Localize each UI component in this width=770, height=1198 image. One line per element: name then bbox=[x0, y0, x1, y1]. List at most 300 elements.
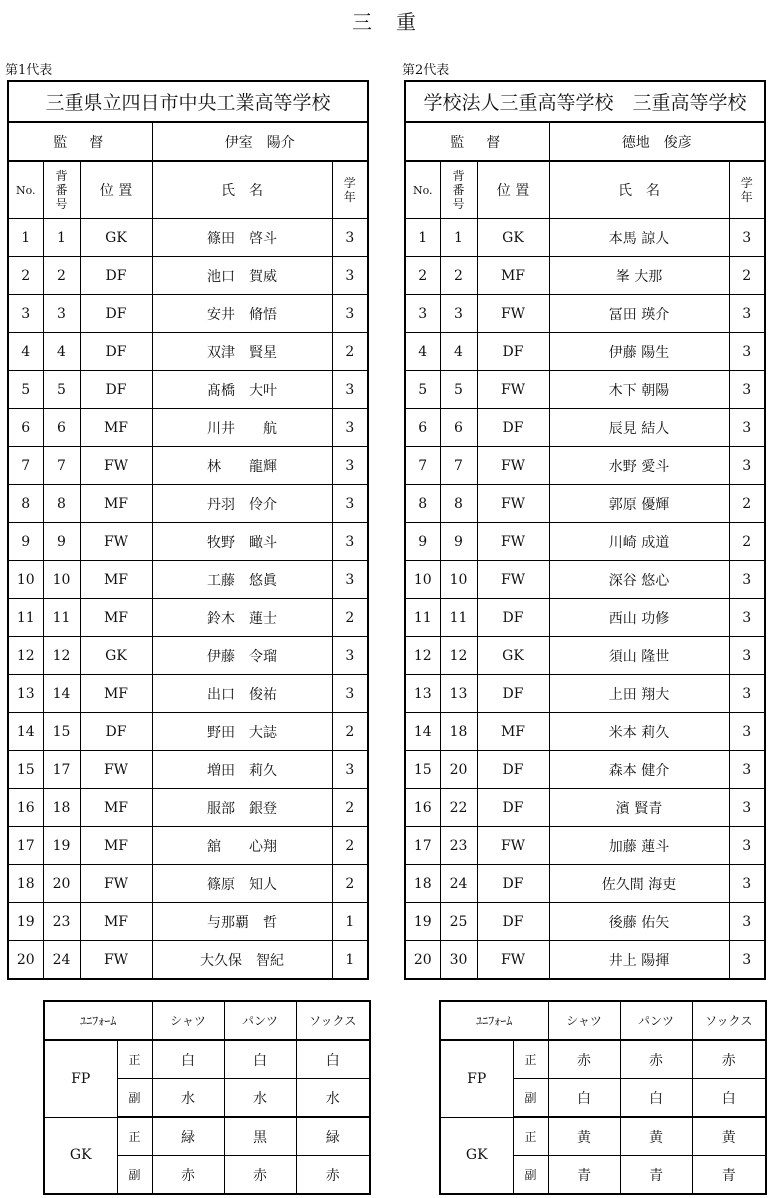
coach-name: 伊室 陽介 bbox=[152, 122, 368, 161]
uniform-role: FP bbox=[44, 1040, 117, 1117]
table-row bbox=[405, 257, 765, 295]
player-no: 16 bbox=[405, 789, 440, 827]
player-name: 西山 功修 bbox=[549, 599, 729, 637]
player-shirt-number: 5 bbox=[43, 371, 80, 409]
header-name: 氏 名 bbox=[152, 161, 332, 219]
uniform-kind: 副 bbox=[513, 1079, 548, 1118]
school-row bbox=[8, 81, 368, 122]
player-shirt-number: 1 bbox=[43, 219, 80, 257]
player-position: MF bbox=[80, 789, 152, 827]
player-no: 4 bbox=[405, 333, 440, 371]
player-position: FW bbox=[477, 295, 549, 333]
school-row bbox=[405, 81, 765, 122]
roster-table bbox=[404, 80, 766, 980]
player-shirt-number: 7 bbox=[43, 447, 80, 485]
player-position: DF bbox=[477, 865, 549, 903]
player-position: MF bbox=[477, 257, 549, 295]
coach-name: 德地 俊彦 bbox=[549, 122, 765, 161]
table-row bbox=[8, 295, 368, 333]
player-shirt-number: 14 bbox=[43, 675, 80, 713]
player-name: 加藤 蓮斗 bbox=[549, 827, 729, 865]
header-position: 位 置 bbox=[80, 161, 152, 219]
player-position: GK bbox=[80, 219, 152, 257]
player-no: 9 bbox=[8, 523, 43, 561]
table-row bbox=[8, 637, 368, 675]
table-row bbox=[8, 371, 368, 409]
player-grade: 3 bbox=[729, 713, 765, 751]
player-name: 野田 大誌 bbox=[152, 713, 332, 751]
table-row bbox=[405, 333, 765, 371]
player-name: 森本 健介 bbox=[549, 751, 729, 789]
player-position: MF bbox=[80, 903, 152, 941]
player-grade: 3 bbox=[729, 903, 765, 941]
player-position: FW bbox=[477, 447, 549, 485]
header-row bbox=[405, 161, 765, 219]
uniform-header-row bbox=[44, 1001, 370, 1040]
rep1-block bbox=[7, 62, 369, 980]
table-row bbox=[8, 409, 368, 447]
player-grade: 3 bbox=[332, 295, 368, 333]
player-shirt-number: 8 bbox=[43, 485, 80, 523]
table-row bbox=[405, 865, 765, 903]
player-name: 増田 莉久 bbox=[152, 751, 332, 789]
header-no: No. bbox=[405, 161, 440, 219]
player-grade: 3 bbox=[729, 751, 765, 789]
player-grade: 3 bbox=[332, 409, 368, 447]
header-name: 氏 名 bbox=[549, 161, 729, 219]
player-no: 1 bbox=[8, 219, 43, 257]
player-grade: 3 bbox=[332, 675, 368, 713]
player-grade: 3 bbox=[729, 827, 765, 865]
uniform-shirt-color: 緑 bbox=[152, 1117, 224, 1156]
player-position: FW bbox=[477, 371, 549, 409]
player-name: 与那覇 哲 bbox=[152, 903, 332, 941]
player-no: 11 bbox=[8, 599, 43, 637]
player-position: MF bbox=[80, 485, 152, 523]
player-shirt-number: 19 bbox=[43, 827, 80, 865]
uniform-pants-color: 赤 bbox=[620, 1040, 692, 1079]
table-row bbox=[405, 903, 765, 941]
player-shirt-number: 20 bbox=[440, 751, 477, 789]
player-shirt-number: 25 bbox=[440, 903, 477, 941]
table-row bbox=[8, 713, 368, 751]
uniform-body bbox=[44, 1001, 370, 1194]
table-row bbox=[8, 447, 368, 485]
uniform-shirt-color: 白 bbox=[152, 1040, 224, 1079]
player-name: 上田 翔大 bbox=[549, 675, 729, 713]
uniform-kind: 副 bbox=[117, 1156, 152, 1195]
player-name: 大久保 智紀 bbox=[152, 941, 332, 980]
table-row bbox=[8, 333, 368, 371]
table-row bbox=[8, 751, 368, 789]
player-shirt-number: 4 bbox=[440, 333, 477, 371]
player-grade: 1 bbox=[332, 903, 368, 941]
table-row bbox=[405, 675, 765, 713]
player-grade: 2 bbox=[729, 257, 765, 295]
uniform-socks-color: 赤 bbox=[692, 1040, 766, 1079]
player-name: 鈴木 蓮士 bbox=[152, 599, 332, 637]
player-shirt-number: 17 bbox=[43, 751, 80, 789]
uniform-socks-color: 緑 bbox=[296, 1117, 370, 1156]
uniform-shirt-color: 青 bbox=[548, 1156, 620, 1195]
table-row bbox=[405, 485, 765, 523]
uniform-socks-color: 黄 bbox=[692, 1117, 766, 1156]
table-row bbox=[405, 561, 765, 599]
player-position: FW bbox=[477, 523, 549, 561]
player-position: GK bbox=[477, 219, 549, 257]
player-shirt-number: 10 bbox=[440, 561, 477, 599]
player-no: 16 bbox=[8, 789, 43, 827]
uniform-row bbox=[44, 1040, 370, 1079]
uniform-table bbox=[439, 1000, 767, 1195]
player-name: 丹羽 伶介 bbox=[152, 485, 332, 523]
uniform-header-socks: ソックス bbox=[296, 1001, 370, 1040]
table-row bbox=[405, 447, 765, 485]
player-shirt-number: 5 bbox=[440, 371, 477, 409]
player-shirt-number: 24 bbox=[43, 941, 80, 980]
player-no: 1 bbox=[405, 219, 440, 257]
coach-row bbox=[8, 122, 368, 161]
player-position: FW bbox=[477, 827, 549, 865]
uniform-role: GK bbox=[440, 1117, 513, 1194]
player-position: DF bbox=[477, 903, 549, 941]
player-no: 12 bbox=[405, 637, 440, 675]
player-shirt-number: 18 bbox=[440, 713, 477, 751]
uniform-pants-color: 白 bbox=[224, 1040, 296, 1079]
player-shirt-number: 23 bbox=[440, 827, 477, 865]
table-row bbox=[8, 523, 368, 561]
uniform-table bbox=[43, 1000, 371, 1195]
table-row bbox=[405, 219, 765, 257]
uniform-pants-color: 白 bbox=[620, 1079, 692, 1118]
uniform-kind: 正 bbox=[513, 1117, 548, 1156]
player-grade: 3 bbox=[729, 219, 765, 257]
player-no: 18 bbox=[8, 865, 43, 903]
table-row bbox=[405, 789, 765, 827]
uniform-pants-color: 青 bbox=[620, 1156, 692, 1195]
table-row bbox=[8, 903, 368, 941]
player-name: 佐久間 海吏 bbox=[549, 865, 729, 903]
header-row bbox=[8, 161, 368, 219]
player-shirt-number: 10 bbox=[43, 561, 80, 599]
player-no: 20 bbox=[405, 941, 440, 980]
player-shirt-number: 6 bbox=[43, 409, 80, 447]
uniform-kind: 副 bbox=[117, 1079, 152, 1118]
table-row bbox=[405, 827, 765, 865]
player-grade: 3 bbox=[729, 295, 765, 333]
player-grade: 3 bbox=[332, 219, 368, 257]
player-position: FW bbox=[477, 941, 549, 980]
player-position: DF bbox=[80, 333, 152, 371]
player-position: MF bbox=[80, 827, 152, 865]
uniform-socks-color: 白 bbox=[296, 1040, 370, 1079]
player-grade: 3 bbox=[729, 637, 765, 675]
player-shirt-number: 24 bbox=[440, 865, 477, 903]
uniform-kind: 正 bbox=[117, 1117, 152, 1156]
player-name: 川崎 成道 bbox=[549, 523, 729, 561]
table-row bbox=[405, 409, 765, 447]
player-name: 服部 銀登 bbox=[152, 789, 332, 827]
school-name: 学校法人三重高等学校 三重高等学校 bbox=[405, 81, 765, 122]
uniform-socks-color: 赤 bbox=[296, 1156, 370, 1195]
uniform-row bbox=[440, 1117, 766, 1156]
table-row bbox=[8, 675, 368, 713]
player-shirt-number: 9 bbox=[43, 523, 80, 561]
player-no: 13 bbox=[8, 675, 43, 713]
player-position: DF bbox=[80, 371, 152, 409]
table-row bbox=[405, 751, 765, 789]
player-position: DF bbox=[80, 295, 152, 333]
player-no: 17 bbox=[405, 827, 440, 865]
player-grade: 2 bbox=[332, 599, 368, 637]
player-no: 19 bbox=[405, 903, 440, 941]
player-shirt-number: 2 bbox=[440, 257, 477, 295]
player-position: MF bbox=[80, 675, 152, 713]
uniform-body bbox=[440, 1001, 766, 1194]
table-row bbox=[405, 599, 765, 637]
uniform-row bbox=[44, 1117, 370, 1156]
player-name: 林 龍輝 bbox=[152, 447, 332, 485]
player-shirt-number: 1 bbox=[440, 219, 477, 257]
player-no: 3 bbox=[8, 295, 43, 333]
player-no: 19 bbox=[8, 903, 43, 941]
coach-row bbox=[405, 122, 765, 161]
player-name: 川井 航 bbox=[152, 409, 332, 447]
player-grade: 3 bbox=[332, 637, 368, 675]
player-name: 峯 大那 bbox=[549, 257, 729, 295]
player-name: 濱 賢青 bbox=[549, 789, 729, 827]
player-position: FW bbox=[80, 751, 152, 789]
player-name: 深谷 悠心 bbox=[549, 561, 729, 599]
player-grade: 3 bbox=[332, 751, 368, 789]
player-grade: 2 bbox=[729, 485, 765, 523]
page-title: 三 重 bbox=[352, 10, 418, 34]
player-grade: 3 bbox=[729, 675, 765, 713]
uniform-header-pants: パンツ bbox=[620, 1001, 692, 1040]
player-position: DF bbox=[477, 675, 549, 713]
player-shirt-number: 20 bbox=[43, 865, 80, 903]
player-shirt-number: 3 bbox=[43, 295, 80, 333]
table-row bbox=[8, 485, 368, 523]
player-shirt-number: 30 bbox=[440, 941, 477, 980]
uniform-kind: 副 bbox=[513, 1156, 548, 1195]
player-grade: 3 bbox=[729, 599, 765, 637]
header-shirt-number: 背 番 号 bbox=[43, 161, 80, 219]
player-position: MF bbox=[80, 409, 152, 447]
player-no: 2 bbox=[8, 257, 43, 295]
player-position: MF bbox=[477, 713, 549, 751]
uniform-shirt-color: 白 bbox=[548, 1079, 620, 1118]
player-position: FW bbox=[477, 485, 549, 523]
uniform-role: GK bbox=[44, 1117, 117, 1194]
player-name: 水野 愛斗 bbox=[549, 447, 729, 485]
player-no: 15 bbox=[405, 751, 440, 789]
player-no: 12 bbox=[8, 637, 43, 675]
player-position: FW bbox=[80, 941, 152, 980]
player-position: FW bbox=[80, 865, 152, 903]
roster-table bbox=[7, 80, 369, 980]
table-row bbox=[405, 941, 765, 980]
player-name: 篠田 啓斗 bbox=[152, 219, 332, 257]
header-grade: 学 年 bbox=[332, 161, 368, 219]
rep-label: 第2代表 bbox=[402, 63, 450, 78]
player-grade: 2 bbox=[332, 789, 368, 827]
table-row bbox=[405, 523, 765, 561]
player-shirt-number: 8 bbox=[440, 485, 477, 523]
uniform-pants-color: 黄 bbox=[620, 1117, 692, 1156]
player-position: MF bbox=[80, 561, 152, 599]
table-row bbox=[405, 295, 765, 333]
uniform-pants-color: 水 bbox=[224, 1079, 296, 1118]
player-name: 安井 脩悟 bbox=[152, 295, 332, 333]
player-no: 7 bbox=[405, 447, 440, 485]
player-shirt-number: 22 bbox=[440, 789, 477, 827]
table-row bbox=[8, 599, 368, 637]
player-no: 3 bbox=[405, 295, 440, 333]
player-name: 牧野 瞰斗 bbox=[152, 523, 332, 561]
uniform-role: FP bbox=[440, 1040, 513, 1117]
player-no: 2 bbox=[405, 257, 440, 295]
player-name: 本馬 諒人 bbox=[549, 219, 729, 257]
player-shirt-number: 18 bbox=[43, 789, 80, 827]
player-name: 辰見 結人 bbox=[549, 409, 729, 447]
player-no: 6 bbox=[8, 409, 43, 447]
player-grade: 3 bbox=[332, 447, 368, 485]
player-grade: 3 bbox=[729, 561, 765, 599]
player-shirt-number: 6 bbox=[440, 409, 477, 447]
player-grade: 3 bbox=[332, 371, 368, 409]
player-grade: 3 bbox=[729, 789, 765, 827]
school-name: 三重県立四日市中央工業高等学校 bbox=[8, 81, 368, 122]
player-name: 木下 朝陽 bbox=[549, 371, 729, 409]
uniform-header-row bbox=[440, 1001, 766, 1040]
uniform-kind: 正 bbox=[513, 1040, 548, 1079]
rep2-block bbox=[404, 62, 766, 980]
player-no: 17 bbox=[8, 827, 43, 865]
table-row bbox=[8, 941, 368, 980]
player-no: 15 bbox=[8, 751, 43, 789]
player-position: GK bbox=[477, 637, 549, 675]
coach-label: 監 督 bbox=[8, 122, 152, 161]
player-grade: 2 bbox=[332, 827, 368, 865]
table-row bbox=[8, 789, 368, 827]
player-name: 郭原 優輝 bbox=[549, 485, 729, 523]
player-name: 冨田 瑛介 bbox=[549, 295, 729, 333]
uniform-shirt-color: 水 bbox=[152, 1079, 224, 1118]
player-no: 14 bbox=[405, 713, 440, 751]
roster-body bbox=[8, 81, 368, 979]
player-grade: 2 bbox=[729, 523, 765, 561]
player-grade: 3 bbox=[729, 409, 765, 447]
player-position: MF bbox=[80, 599, 152, 637]
rep-label: 第1代表 bbox=[5, 63, 53, 78]
player-position: DF bbox=[80, 257, 152, 295]
player-name: 後藤 佑矢 bbox=[549, 903, 729, 941]
player-shirt-number: 4 bbox=[43, 333, 80, 371]
uniform-header-pants: パンツ bbox=[224, 1001, 296, 1040]
player-position: DF bbox=[80, 713, 152, 751]
player-position: DF bbox=[477, 789, 549, 827]
uniform-shirt-color: 赤 bbox=[548, 1040, 620, 1079]
player-grade: 1 bbox=[332, 941, 368, 980]
uniform-socks-color: 水 bbox=[296, 1079, 370, 1118]
table-row bbox=[8, 257, 368, 295]
player-shirt-number: 13 bbox=[440, 675, 477, 713]
header-shirt-number: 背 番 号 bbox=[440, 161, 477, 219]
player-name: 篠原 知人 bbox=[152, 865, 332, 903]
uniform-row bbox=[440, 1040, 766, 1079]
player-name: 双津 賢星 bbox=[152, 333, 332, 371]
player-grade: 3 bbox=[332, 485, 368, 523]
player-grade: 3 bbox=[729, 865, 765, 903]
player-shirt-number: 23 bbox=[43, 903, 80, 941]
player-no: 6 bbox=[405, 409, 440, 447]
player-position: DF bbox=[477, 751, 549, 789]
table-row bbox=[8, 561, 368, 599]
player-name: 髙橋 大叶 bbox=[152, 371, 332, 409]
uniform-header-socks: ソックス bbox=[692, 1001, 766, 1040]
player-position: GK bbox=[80, 637, 152, 675]
player-name: 出口 俊祐 bbox=[152, 675, 332, 713]
uniform-label: ﾕﾆﾌｫｰﾑ bbox=[44, 1001, 152, 1040]
player-shirt-number: 11 bbox=[43, 599, 80, 637]
player-position: DF bbox=[477, 409, 549, 447]
table-row bbox=[8, 219, 368, 257]
player-shirt-number: 12 bbox=[440, 637, 477, 675]
uniform-shirt-color: 赤 bbox=[152, 1156, 224, 1195]
table-row bbox=[8, 827, 368, 865]
player-name: 井上 陽揮 bbox=[549, 941, 729, 980]
player-no: 4 bbox=[8, 333, 43, 371]
player-no: 5 bbox=[8, 371, 43, 409]
player-grade: 2 bbox=[332, 713, 368, 751]
uniform-socks-color: 白 bbox=[692, 1079, 766, 1118]
header-no: No. bbox=[8, 161, 43, 219]
player-no: 8 bbox=[8, 485, 43, 523]
player-grade: 2 bbox=[332, 865, 368, 903]
player-shirt-number: 2 bbox=[43, 257, 80, 295]
player-name: 舘 心翔 bbox=[152, 827, 332, 865]
player-shirt-number: 11 bbox=[440, 599, 477, 637]
player-grade: 3 bbox=[332, 257, 368, 295]
player-shirt-number: 15 bbox=[43, 713, 80, 751]
player-shirt-number: 7 bbox=[440, 447, 477, 485]
player-no: 10 bbox=[8, 561, 43, 599]
player-name: 池口 賀威 bbox=[152, 257, 332, 295]
player-grade: 3 bbox=[729, 447, 765, 485]
player-grade: 3 bbox=[729, 333, 765, 371]
player-no: 5 bbox=[405, 371, 440, 409]
player-position: DF bbox=[477, 333, 549, 371]
player-name: 米本 莉久 bbox=[549, 713, 729, 751]
roster-body bbox=[405, 81, 765, 979]
player-name: 須山 隆世 bbox=[549, 637, 729, 675]
player-no: 14 bbox=[8, 713, 43, 751]
player-grade: 3 bbox=[729, 371, 765, 409]
header-position: 位 置 bbox=[477, 161, 549, 219]
player-position: DF bbox=[477, 599, 549, 637]
player-grade: 2 bbox=[332, 333, 368, 371]
player-no: 9 bbox=[405, 523, 440, 561]
player-name: 伊藤 陽生 bbox=[549, 333, 729, 371]
table-row bbox=[8, 865, 368, 903]
coach-label: 監 督 bbox=[405, 122, 549, 161]
player-no: 10 bbox=[405, 561, 440, 599]
header-grade: 学 年 bbox=[729, 161, 765, 219]
player-position: FW bbox=[80, 447, 152, 485]
player-grade: 3 bbox=[332, 561, 368, 599]
player-no: 18 bbox=[405, 865, 440, 903]
